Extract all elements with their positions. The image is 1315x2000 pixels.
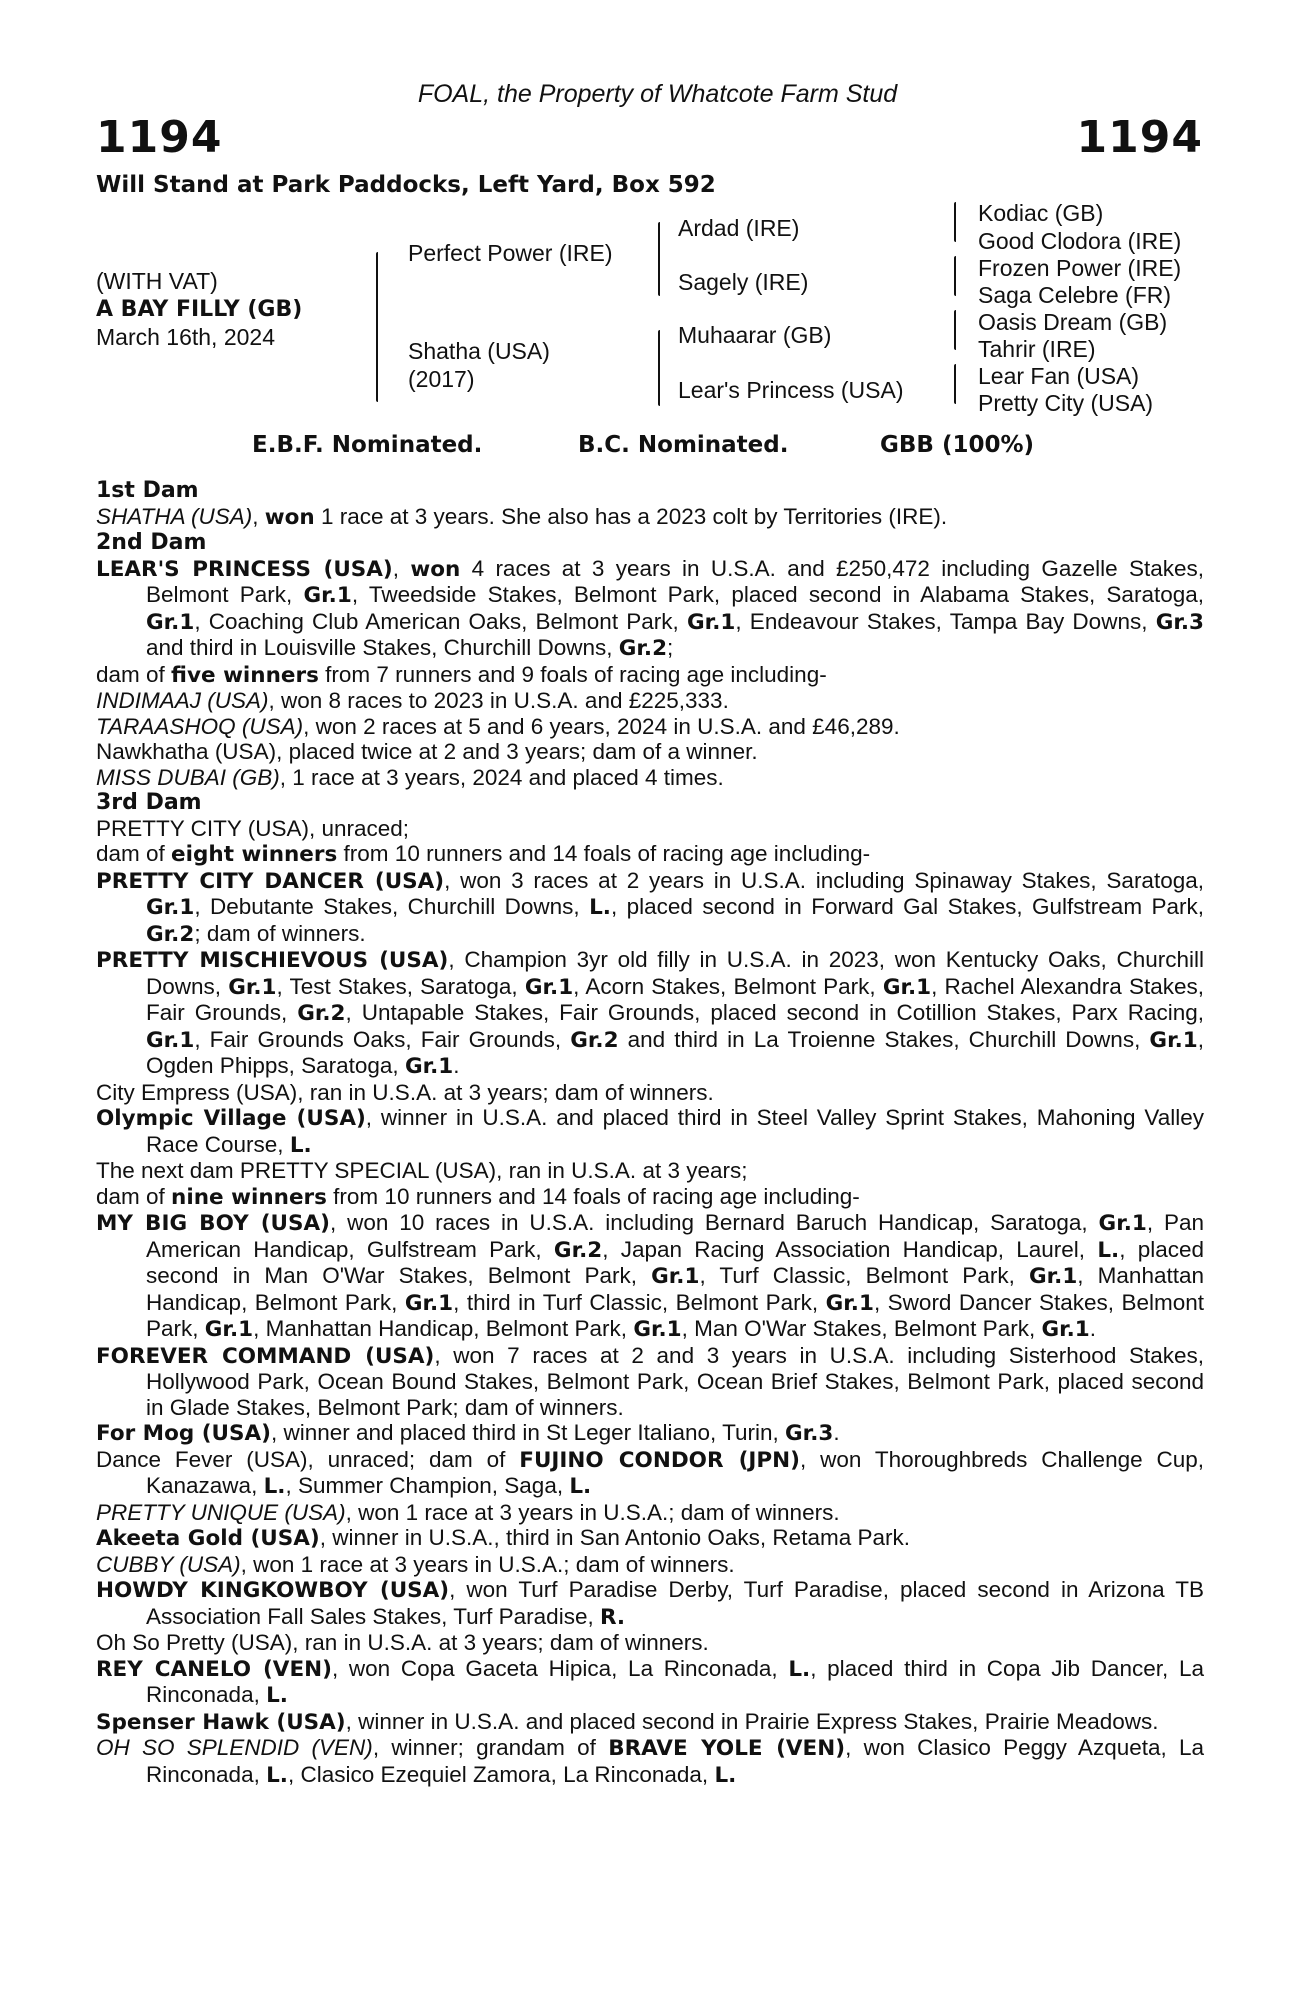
third-dam-produce-summary: dam of eight winners from 10 runners and 14 foals of racing age including- [96, 841, 871, 867]
sire-dam: Sagely (IRE) [678, 269, 809, 295]
g4-ancestor: Oasis Dream (GB) [978, 309, 1168, 335]
lot-number-left: 1194 [96, 112, 223, 163]
produce-entry: Nawkhatha (USA), placed twice at 2 and 3 years; dam of a winner. [96, 739, 758, 764]
produce-entry: For Mog (USA), winner and placed third in St Leger Italiano, Turin, Gr.3. [96, 1420, 840, 1446]
produce-entry: REY CANELO (VEN), won Copa Gaceta Hipica, La Rinconada, L., placed third in Copa Jib Dancer, La Rinconada, L. [96, 1655, 1205, 1708]
brace-g4-4 [954, 364, 956, 404]
brace-g4-2 [954, 256, 956, 296]
brace-sire-line [658, 222, 660, 296]
dam-sire: Muhaarar (GB) [678, 322, 832, 348]
foaling-date: March 16th, 2024 [96, 324, 276, 350]
bc-nomination: B.C. Nominated. [578, 432, 789, 458]
produce-entry: INDIMAAJ (USA), won 8 races to 2023 in U.S.A. and £225,333. [96, 688, 729, 713]
third-dam-record: PRETTY CITY (USA), unraced; [96, 815, 410, 841]
dam-year: (2017) [408, 366, 475, 392]
g4-ancestor: Kodiac (GB) [978, 200, 1104, 226]
second-dam-record: LEAR'S PRINCESS (USA), won 4 races at 3 years in U.S.A. and £250,472 including Gazelle Stakes, Belmont Park, Gr.1, Tweedside Stakes, Belmont Park, placed second in Alabama Stakes, Saratoga, Gr.1, Coaching Club American Oaks, Belmont Park, Gr.1, Endeavour Stakes, Tampa Bay Downs, Gr.3 and third in Louisville Stakes, Churchill Downs, Gr.2; [96, 555, 1204, 661]
brace-g4-1 [954, 202, 956, 242]
sire: Perfect Power (IRE) [408, 240, 613, 266]
produce-entry: CUBBY (USA), won 1 race at 3 years in U.S.A.; dam of winners. [96, 1551, 735, 1577]
ebf-nomination: E.B.F. Nominated. [252, 432, 483, 458]
produce-record [96, 478, 1204, 1788]
brace-generation-1 [376, 252, 378, 402]
produce-entry: Dance Fever (USA), unraced; dam of FUJINO CONDOR (JPN), won Thoroughbreds Challenge Cup, Kanazawa, L., Summer Champion, Saga, L. [96, 1446, 1204, 1499]
first-dam-record: SHATHA (USA), won 1 race at 3 years. She also has a 2023 colt by Territories (IRE). [96, 503, 948, 530]
produce-entry: City Empress (USA), ran in U.S.A. at 3 years; dam of winners. [96, 1079, 714, 1105]
produce-entry: HOWDY KINGKOWBOY (USA), won Turf Paradise Derby, Turf Paradise, placed second in Arizona TB Association Fall Sales Stakes, Turf Paradise, R. [96, 1577, 1204, 1630]
section-heading-2nd-dam: 2nd Dam [96, 530, 207, 555]
g4-ancestor: Frozen Power (IRE) [978, 255, 1182, 281]
produce-entry: PRETTY UNIQUE (USA), won 1 race at 3 years in U.S.A.; dam of winners. [96, 1499, 840, 1525]
produce-entry: Akeeta Gold (USA), winner in U.S.A., third in San Antonio Oaks, Retama Park. [96, 1525, 910, 1551]
horse-name: A BAY FILLY (GB) [96, 297, 303, 322]
g4-ancestor: Pretty City (USA) [978, 390, 1154, 416]
owner-line: FOAL, the Property of Whatcote Farm Stud [417, 80, 898, 108]
produce-entry: TARAASHOQ (USA), won 2 races at 5 and 6 years, 2024 in U.S.A. and £46,289. [96, 713, 900, 739]
produce-entry: MISS DUBAI (GB), 1 race at 3 years, 2024 and placed 4 times. [96, 764, 724, 790]
dam: Shatha (USA) [408, 338, 550, 364]
next-dam-record: The next dam PRETTY SPECIAL (USA), ran in U.S.A. at 3 years; [96, 1158, 748, 1183]
sire-sire: Ardad (IRE) [678, 215, 800, 241]
produce-entry: PRETTY MISCHIEVOUS (USA), Champion 3yr old filly in U.S.A. in 2023, won Kentucky Oaks, Churchill Downs, Gr.1, Test Stakes, Saratoga, Gr.1, Acorn Stakes, Belmont Park, Gr.1, Rachel Alexandra Stakes, Fair Grounds, Gr.2, Untapable Stakes, Fair Grounds, placed second in Cotillion Stakes, Parx Racing, Gr.1, Fair Grounds Oaks, Fair Grounds, Gr.2 and third in La Troienne Stakes, Churchill Downs, Gr.1, Ogden Phipps, Saratoga, Gr.1. [96, 947, 1204, 1079]
g4-ancestor: Lear Fan (USA) [978, 363, 1140, 389]
produce-entry: FOREVER COMMAND (USA), won 7 races at 2 and 3 years in U.S.A. including Sisterhood Stakes, Hollywood Park, Ocean Bound Stakes, Belmont Park, Ocean Brief Stakes, Belmont Park, placed second in Glade Stakes, Belmont Park; dam of winners. [96, 1342, 1204, 1420]
lot-number-right: 1194 [1076, 112, 1203, 163]
brace-dam-line [658, 330, 660, 406]
section-heading-1st-dam: 1st Dam [96, 478, 199, 503]
second-dam-produce-summary: dam of five winners from 7 runners and 9 foals of racing age including- [96, 661, 827, 688]
g4-ancestor: Saga Celebre (FR) [978, 282, 1172, 308]
g4-ancestor: Tahrir (IRE) [978, 336, 1096, 362]
produce-entry: OH SO SPLENDID (VEN), winner; grandam of BRAVE YOLE (VEN), won Clasico Peggy Azqueta, La Rinconada, L., Clasico Ezequiel Zamora, La Rinconada, L. [96, 1735, 1205, 1788]
next-dam-produce-summary: dam of nine winners from 10 runners and 14 foals of racing age including- [96, 1183, 860, 1210]
produce-entry: PRETTY CITY DANCER (USA), won 3 races at 2 years in U.S.A. including Spinaway Stakes, Saratoga, Gr.1, Debutante Stakes, Churchill Downs, L., placed second in Forward Gal Stakes, Gulfstream Park, Gr.2; dam of winners. [96, 867, 1204, 947]
gbb-status: GBB (100%) [880, 432, 1035, 458]
produce-entry: Oh So Pretty (USA), ran in U.S.A. at 3 years; dam of winners. [96, 1630, 709, 1655]
brace-g4-3 [954, 310, 956, 350]
produce-entry: Spenser Hawk (USA), winner in U.S.A. and placed second in Prairie Express Stakes, Prairie Meadows. [96, 1708, 1159, 1735]
produce-entry: Olympic Village (USA), winner in U.S.A. and placed third in Steel Valley Sprint Stakes, Mahoning Valley Race Course, L. [96, 1105, 1204, 1158]
stand-line: Will Stand at Park Paddocks, Left Yard, Box 592 [96, 172, 716, 198]
dam-dam: Lear's Princess (USA) [678, 377, 904, 403]
vat-note: (WITH VAT) [96, 268, 218, 294]
section-heading-3rd-dam: 3rd Dam [96, 790, 202, 815]
g4-ancestor: Good Clodora (IRE) [978, 228, 1182, 254]
produce-entry: MY BIG BOY (USA), won 10 races in U.S.A. including Bernard Baruch Handicap, Saratoga, Gr.1, Pan American Handicap, Gulfstream Park, Gr.2, Japan Racing Association Handicap, Laurel, L., placed second in Man O'War Stakes, Belmont Park, Gr.1, Turf Classic, Belmont Park, Gr.1, Manhattan Handicap, Belmont Park, Gr.1, third in Turf Classic, Belmont Park, Gr.1, Sword Dancer Stakes, Belmont Park, Gr.1, Manhattan Handicap, Belmont Park, Gr.1, Man O'War Stakes, Belmont Park, Gr.1. [96, 1210, 1205, 1342]
